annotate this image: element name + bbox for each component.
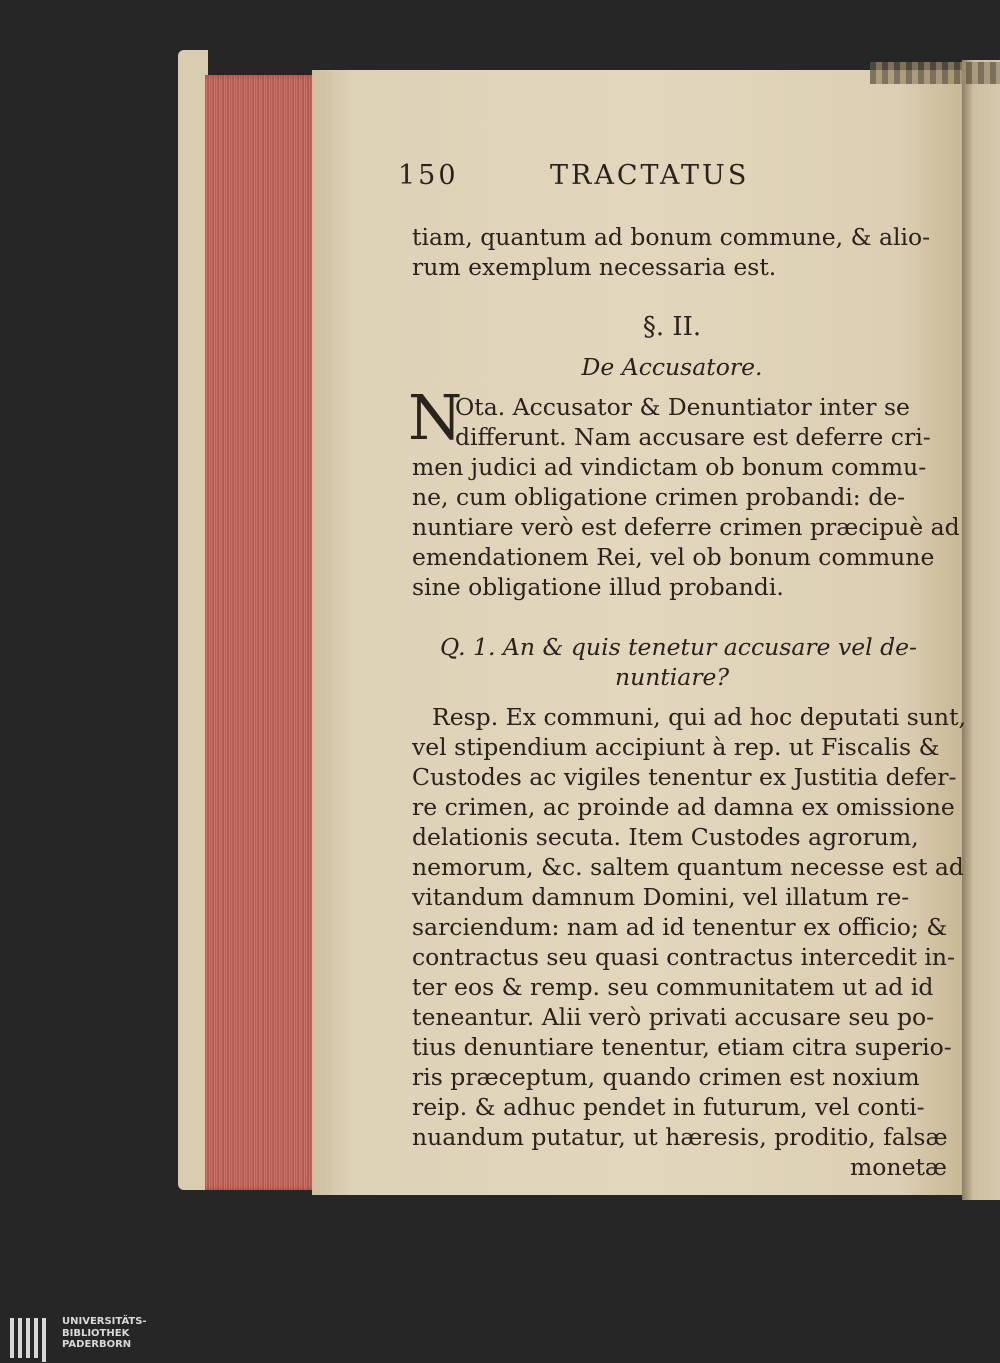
page-number: 150 bbox=[398, 160, 459, 191]
spine-decoration bbox=[870, 62, 1000, 84]
catchword: monetæ bbox=[850, 1153, 948, 1181]
library-logo-text bbox=[62, 1316, 147, 1351]
book-cover-edge bbox=[178, 50, 208, 1190]
text-line: tiam, quantum ad bonum commune, & alio- bbox=[412, 223, 931, 251]
text-line: vel stipendium accipiunt à rep. ut Fiscalis & bbox=[412, 733, 940, 761]
running-title: TRACTATUS bbox=[550, 160, 750, 191]
text-line: men judici ad vindictam ob bonum commu- bbox=[412, 453, 927, 481]
text-line: rum exemplum necessaria est. bbox=[412, 253, 777, 281]
text-line: contractus seu quasi contractus intercedit in- bbox=[412, 943, 955, 971]
text-line: Resp. Ex communi, qui ad hoc deputati sunt, bbox=[432, 703, 966, 731]
logo-line: UNIVERSITÄTS- bbox=[62, 1316, 147, 1327]
section-title: De Accusatore. bbox=[581, 353, 763, 381]
text-line: reip. & adhuc pendet in futurum, vel conti- bbox=[412, 1093, 925, 1121]
drop-cap: N bbox=[408, 381, 463, 454]
text-line: nuntiare verò est deferre crimen præcipuè ad bbox=[412, 513, 960, 541]
text-line: differunt. Nam accusare est deferre cri- bbox=[455, 423, 931, 451]
text-line: teneantur. Alii verò privati accusare seu po- bbox=[412, 1003, 935, 1031]
text-line: nuandum putatur, ut hæresis, proditio, falsæ bbox=[412, 1123, 948, 1151]
text-line: Ota. Accusator & Denuntiator inter se bbox=[455, 393, 910, 421]
text-line: ris præceptum, quando crimen est noxium bbox=[412, 1063, 920, 1091]
text-line: delationis secuta. Item Custodes agrorum, bbox=[412, 823, 919, 851]
text-line: tius denuntiare tenentur, etiam citra superio- bbox=[412, 1033, 952, 1061]
question-line: Q. 1. An & quis tenetur accusare vel de- bbox=[440, 633, 917, 661]
text-line: sarciendum: nam ad id tenentur ex officio; & bbox=[412, 913, 948, 941]
text-line: sine obligatione illud probandi. bbox=[412, 573, 784, 601]
section-heading: §. II. bbox=[642, 312, 702, 342]
text-line: re crimen, ac proinde ad damna ex omissione bbox=[412, 793, 955, 821]
page-edges-red bbox=[205, 75, 317, 1190]
logo-line: PADERBORN bbox=[62, 1339, 132, 1350]
text-line: vitandum damnum Domini, vel illatum re- bbox=[412, 883, 910, 911]
question-line: nuntiare? bbox=[614, 663, 730, 691]
facing-page-sliver bbox=[962, 60, 1000, 1200]
text-line: Custodes ac vigiles tenentur ex Justitia defer- bbox=[412, 763, 957, 791]
text-line: ter eos & remp. seu communitatem ut ad id bbox=[412, 973, 934, 1001]
text-line: ne, cum obligatione crimen probandi: de- bbox=[412, 483, 906, 511]
text-line: nemorum, &c. saltem quantum necesse est ad bbox=[412, 853, 964, 881]
running-head bbox=[398, 160, 778, 196]
text-line: emendationem Rei, vel ob bonum commune bbox=[412, 543, 935, 571]
library-logo-icon bbox=[10, 1318, 50, 1362]
logo-line: BIBLIOTHEK bbox=[62, 1327, 130, 1339]
